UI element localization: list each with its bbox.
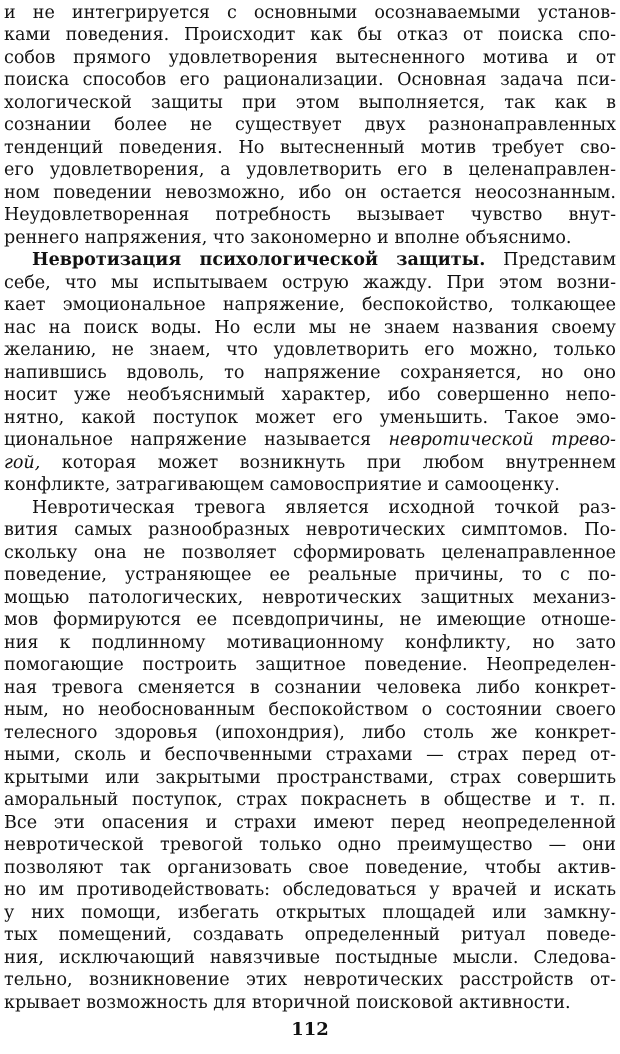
- text-line: мощью патологических, невротических защитных механиз-: [4, 587, 616, 608]
- text-line: Все эти опасения и страхи имеют перед неопределенной: [4, 812, 616, 833]
- text-line: его удовлетворения, а удовлетворить его в целенаправлен-: [4, 160, 616, 181]
- text-line: Невротическая тревога является исходной точкой раз-: [32, 497, 616, 518]
- text-line: тельно, возникновение этих невротических расстройств от-: [4, 970, 616, 991]
- text-line: позволяют так организовать свое поведение, чтобы актив-: [4, 857, 616, 878]
- text-span: циональное напряжение называется: [4, 430, 389, 451]
- text-line: крывает возможность для вторичной поисковой активности.: [4, 992, 571, 1013]
- text-line: ными, сколь и беспочвенными страхами — страх перед от-: [4, 745, 616, 766]
- text-line: поведение, устраняющее ее реальные причины, то с по-: [4, 565, 616, 586]
- text-line: поиска способов его рационализации. Основная задача пси-: [4, 70, 616, 91]
- text-line: сознании более не существует двух разнонаправленных: [4, 115, 616, 136]
- text-line: [4, 429, 616, 451]
- text-line: помогающие построить защитное поведение. Неопределен-: [4, 655, 616, 676]
- text-span: Представим: [485, 250, 616, 271]
- text-line: ния, исключающий навязчивые постыдные мысли. Следова-: [4, 947, 616, 968]
- text-line: себе, что мы испытываем острую жажду. При этом возни-: [4, 272, 616, 293]
- italic-term: гой,: [4, 452, 41, 473]
- text-line: тенденций поведения. Но вытесненный мотив требует сво-: [4, 137, 616, 158]
- text-span: которая может возникнуть при любом внутреннем: [40, 452, 616, 473]
- text-line: напившись вдоволь, то напряжение сохраняется, но оно: [4, 362, 616, 383]
- text-line: нятно, какой поступок может его уменьшить. Такое эмо-: [4, 407, 616, 428]
- text-line: ками поведения. Происходит как бы отказ от поиска спо-: [4, 25, 616, 46]
- text-line: ная тревога сменяется в сознании человека либо конкрет-: [4, 677, 616, 698]
- text-line: у них помощи, избегать открытых площадей или замкну-: [4, 902, 616, 923]
- text-line: скольку она не позволяет сформировать целенаправленное: [4, 542, 616, 563]
- text-line: аморальный поступок, страх покраснеть в обществе и т. п.: [4, 790, 616, 811]
- text-line: нас на поиск воды. Но если мы не знаем названия своему: [4, 317, 616, 338]
- text-line: ном поведении невозможно, ибо он остается неосознанным.: [4, 182, 616, 203]
- text-line: носит уже необъяснимый характер, ибо совершенно непо-: [4, 385, 616, 406]
- book-page: [4, 0, 616, 1054]
- section-heading: Невротизация психологической защиты.: [32, 250, 486, 271]
- text-line: мов формируются ее псевдопричины, не имеющие отноше-: [4, 610, 616, 631]
- paragraph-heading-line: [4, 249, 616, 271]
- text-line: ным, но необоснованным беспокойством о состоянии своего: [4, 700, 616, 721]
- text-line: но им противодействовать: обследоваться у врачей и искать: [4, 880, 616, 901]
- text-line: ния к подлинному мотивационному конфликту, но зато: [4, 632, 616, 653]
- text-line: реннего напряжения, что закономерно и вполне объяснимо.: [4, 227, 572, 248]
- text-line: крытыми или закрытыми пространствами, страх совершить: [4, 767, 616, 788]
- text-line: вития самых разнообразных невротических симптомов. По-: [4, 520, 616, 541]
- text-line: конфликте, затрагивающем самовосприятие и самооценку.: [4, 475, 560, 496]
- text-line: желанию, не знаем, что удовлетворить его можно, только: [4, 340, 616, 361]
- text-line: тых помещений, создавать определенный ритуал поведе-: [4, 925, 616, 946]
- text-line: хологической защиты при этом выполняется, так как в: [4, 92, 616, 113]
- text-line: невротической тревогой только одно преимущество — они: [4, 835, 616, 856]
- text-line: Неудовлетворенная потребность вызывает чувство внут-: [4, 205, 616, 226]
- text-line: кает эмоциональное напряжение, беспокойство, толкающее: [4, 295, 616, 316]
- text-line: [4, 452, 616, 474]
- text-line: и не интегрируется с основными осознаваемыми установ-: [4, 3, 616, 23]
- text-line: телесного здоровья (ипохондрия), либо столь же конкрет-: [4, 722, 616, 743]
- text-line: собов прямого удовлетворения вытесненного мотива и от: [4, 47, 616, 68]
- italic-term: невротической трево-: [388, 430, 616, 451]
- page-number: 112: [291, 1019, 329, 1040]
